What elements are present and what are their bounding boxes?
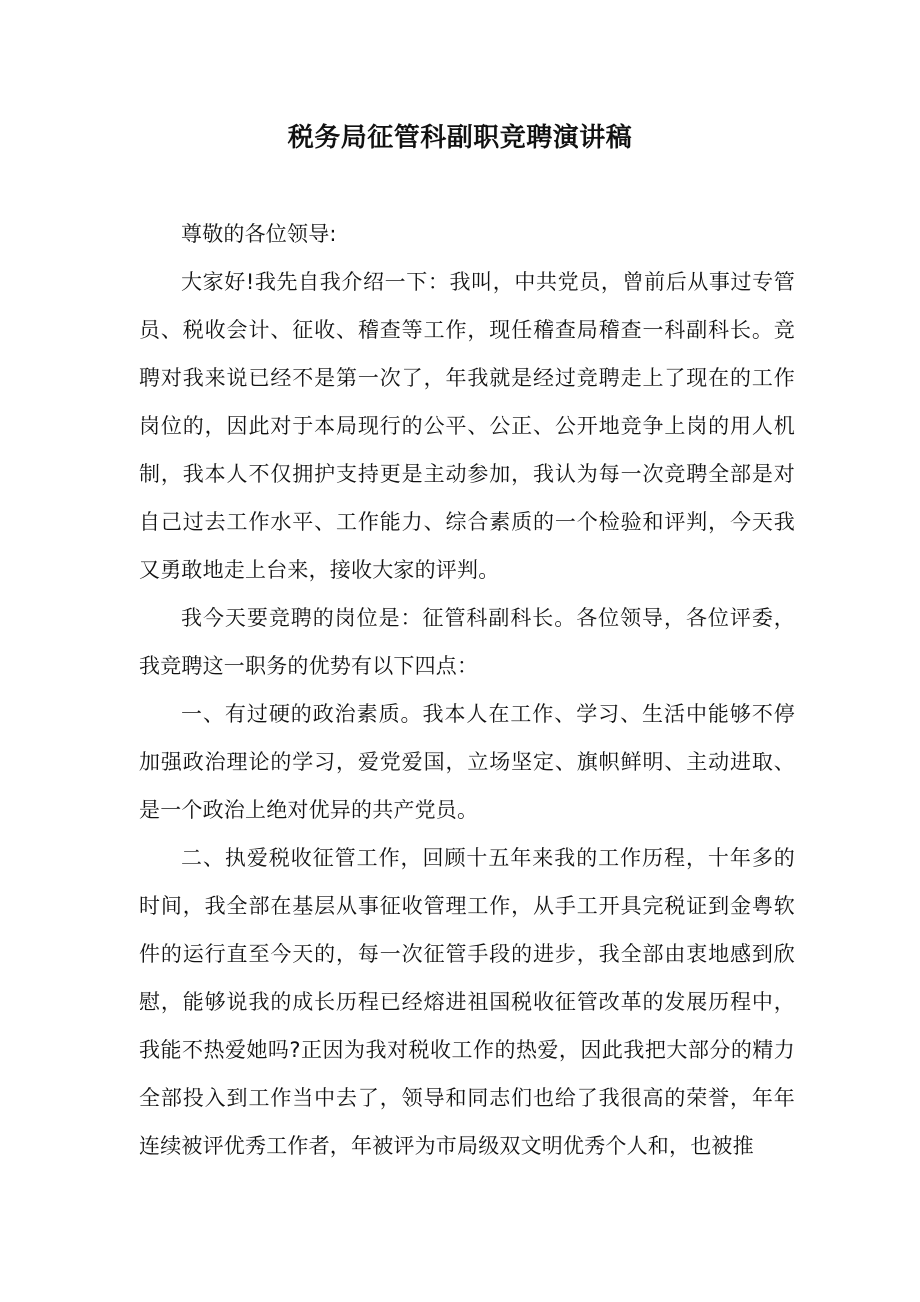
tax-work-paragraph: 二、执爱税收征管工作，回顾十五年来我的工作历程，十年多的时间，我全部在基层从事征收管理工作，从手工开具完税证到金粤软件的运行直至今天的，每一次征管手段的进步，我全部由衷地感到欣慰，能够说我的成长历程已经熔进祖国税收征管改革的发展历程中，我能不热爱她吗?正因为我对税收工作的热爱，因此我把大部分的精力全部投入到工作当中去了，领导和同志们也给了我很高的荣誉，年年连续被评优秀工作者，年被评为市局级双文明优秀个人和，也被推: [139, 846, 795, 1158]
self-introduction-paragraph: 大家好!我先自我介绍一下：我叫，中共党员，曾前后从事过专管员、税收会计、征收、稽查等工作，现任稽查局稽查一科副科长。竞聘对我来说已经不是第一次了，年我就是经过竞聘走上了现在的工作岗位的，因此对于本局现行的公平、公正、公开地竞争上岗的用人机制，我本人不仅拥护支持更是主动参加，我认为每一次竞聘全部是对自己过去工作水平、工作能力、综合素质的一个检验和评判，今天我又勇敢地走上台来，接收大家的评判。: [139, 270, 795, 582]
position-paragraph: 我今天要竞聘的岗位是：征管科副科长。各位领导，各位评委，我竞聘这一职务的优势有以下四点：: [139, 606, 795, 678]
document-body: [139, 210, 795, 1170]
salutation-paragraph: 尊敬的各位领导:: [181, 222, 337, 246]
document-title: 税务局征管科副职竞聘演讲稿: [287, 123, 633, 153]
political-quality-paragraph: 一、有过硬的政治素质。我本人在工作、学习、生活中能够不停加强政治理论的学习，爱党爱国，立场坚定、旗帜鲜明、主动进取、是一个政治上绝对优异的共产党员。: [139, 702, 795, 822]
